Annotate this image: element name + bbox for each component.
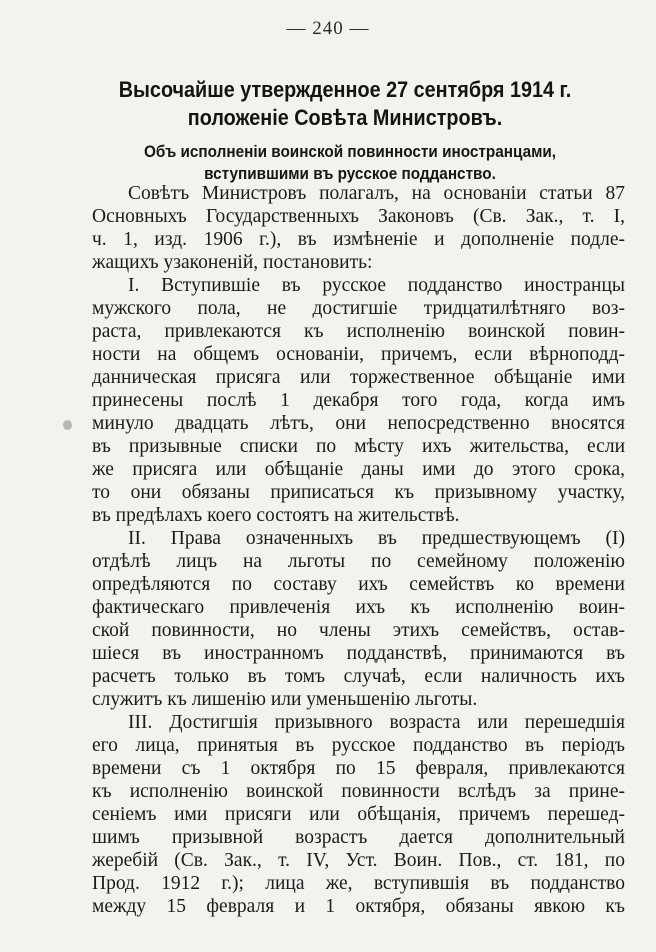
- subtitle-line-1: Объ исполненіи воинской повинности иностранцами,: [143, 142, 557, 161]
- text-line: I. Вступившіе въ русское подданство иностранцы: [128, 275, 625, 296]
- subtitle: [70, 141, 630, 185]
- text-line: въ призывные списки по мѣсту ихъ жительства, если: [92, 436, 625, 457]
- text-line: его лица, принятыя въ русское подданство въ періодъ: [92, 735, 625, 756]
- text-line: служитъ къ лишенію или уменьшенію льготы.: [92, 689, 478, 710]
- subtitle-line-2: вступившими въ русское подданство.: [204, 164, 496, 183]
- text-line: расчетъ только въ томъ случаѣ, если наличность ихъ: [92, 666, 625, 687]
- text-line: минуло двадцать лѣтъ, они непосредственно вносятся: [92, 413, 625, 434]
- text-line: то они обязаны приписаться къ призывному участку,: [92, 482, 625, 503]
- text-line: III. Достигшія призывного возраста или перешедшія: [128, 712, 625, 733]
- page-number: — 240 —: [286, 18, 370, 39]
- text-line: Совѣтъ Министровъ полагалъ, на основаніи статьи 87: [128, 183, 625, 204]
- text-line: II. Права означенныхъ въ предшествующемъ (I): [128, 528, 625, 549]
- title-line-1: Высочайше утвержденное 27 сентября 1914 г.: [118, 77, 572, 102]
- text-line: времени съ 1 октября по 15 февраля, привлекаются: [92, 758, 625, 779]
- text-line: жеребій (Св. Зак., т. IV, Уст. Воин. Пов., ст. 181, по: [92, 850, 625, 871]
- text-line: фактическаго привлеченія ихъ къ исполненію воин-: [92, 597, 625, 618]
- text-line: данническая присяга или торжественное обѣщаніе ими: [92, 367, 625, 388]
- text-line: отдѣлѣ лицъ на льготы по семейному положенію: [92, 551, 625, 572]
- text-line: ч. 1, изд. 1906 г.), въ измѣненіе и дополненіе подле-: [92, 229, 625, 250]
- text-line: ности на общемъ основаніи, причемъ, если вѣрноподд-: [92, 344, 625, 365]
- text-line: же присяга или обѣщаніе даны ими до этого срока,: [92, 459, 625, 480]
- text-line: ской повинности, но члены этихъ семействъ, остав-: [92, 620, 625, 641]
- text-line: шіеся въ иностранномъ подданствѣ, принимаются въ: [92, 643, 625, 664]
- text-line: раста, привлекаются къ исполненію воинской повин-: [92, 321, 625, 342]
- page-title: [60, 76, 630, 132]
- text-line: въ предѣлахъ коего состоятъ на жительствѣ.: [92, 505, 460, 526]
- text-line: жащихъ узаконеній, постановить:: [92, 252, 373, 273]
- text-line: принесены послѣ 1 декабря того года, когда имъ: [92, 390, 625, 411]
- text-line: сеніемъ ими присяги или обѣщанія, причемъ перешед-: [92, 804, 625, 825]
- title-line-2: положеніе Совѣта Министровъ.: [187, 105, 503, 130]
- paper-speck: [63, 420, 72, 430]
- text-line: Прод. 1912 г.); лица же, вступившія въ подданство: [92, 873, 625, 894]
- text-line: къ исполненію воинской повинности вслѣдъ за прине-: [92, 781, 625, 802]
- text-line: мужского пола, не достигшіе тридцатилѣтняго воз-: [92, 298, 625, 319]
- text-line: шимъ призывной возрастъ дается дополнительный: [92, 827, 625, 848]
- text-line: между 15 февраля и 1 октября, обязаны явкою къ: [92, 896, 625, 917]
- text-line: Основныхъ Государственныхъ Законовъ (Св. Зак., т. I,: [92, 206, 625, 227]
- text-line: опредѣляются по составу ихъ семействъ ко времени: [92, 574, 625, 595]
